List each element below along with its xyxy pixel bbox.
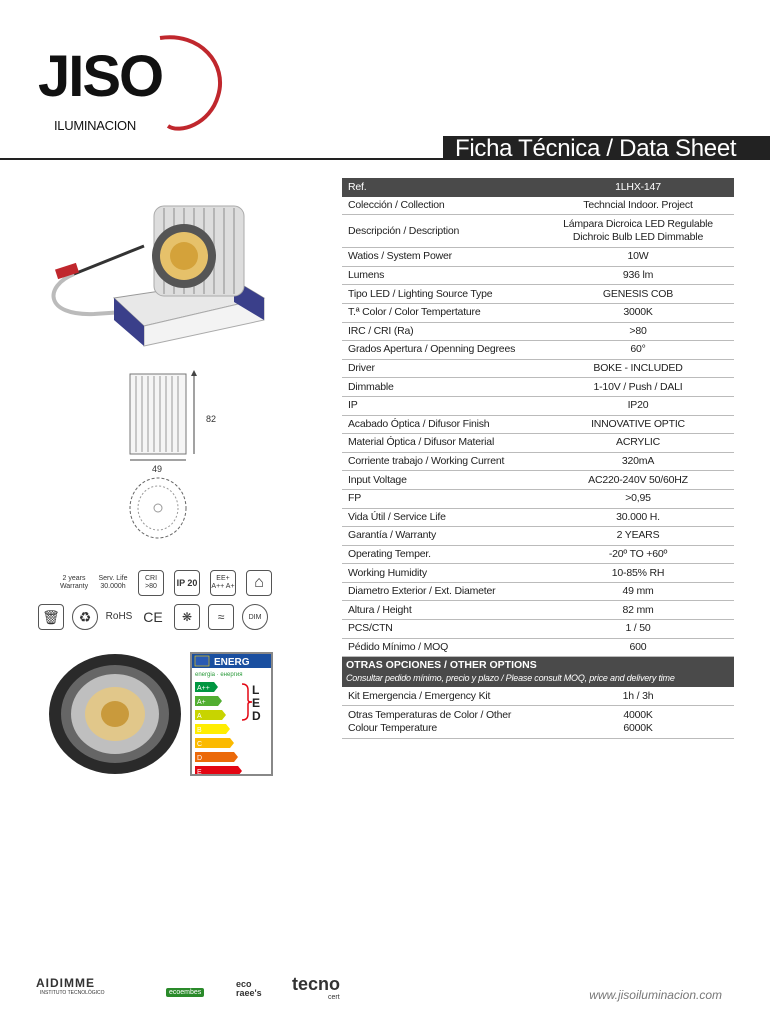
spec-ref-label: Ref. [348,180,367,193]
spec-row [342,285,734,304]
spec-row [342,323,734,342]
icon-row-1 [60,570,280,596]
spec-row [342,471,734,490]
spec-label: Input Voltage [348,473,407,486]
recycle-icon: ♻ [72,604,98,630]
no-bin-icon: 🗑 [38,604,64,630]
energy-efficiency-icon: EE+ A++ A+ [210,570,236,596]
spec-label: FP [348,492,362,505]
warranty-icon: 2 years Warranty [59,575,89,590]
spec-row [342,564,734,583]
spec-label: Dimmable [348,380,394,393]
spec-label: Driver [348,362,375,375]
option-label: Otras Temperaturas de Color / Other Colour Temperature [348,708,512,734]
height-dimension: 82 [206,414,217,424]
spec-label: Material Óptica / Difusor Material [348,436,495,449]
logo-brand-text: JISO [38,44,163,109]
spec-label: Garantía / Warranty [348,529,437,542]
spec-row [342,509,734,528]
home-icon: ⌂ [246,570,272,596]
spec-row [342,378,734,397]
other-options-title: OTRAS OPCIONES / OTHER OPTIONS [346,659,537,672]
spec-label: Diametro Exterior / Ext. Diameter [348,585,496,598]
spec-label: Working Humidity [348,566,427,579]
spec-row [342,601,734,620]
spec-value: 49 mm [622,585,654,598]
spec-row [342,341,734,360]
spec-label: IP [348,399,358,412]
spec-value: AC220-240V 50/60HZ [588,473,688,486]
service-life-icon: Serv. Life 30.000h [98,575,128,590]
spec-value: 936 lm [622,269,654,282]
spec-value: Techncial Indoor. Project [583,198,693,211]
ce-icon: CE [143,609,163,625]
product-image [34,186,304,366]
dim-icon: DIM [242,604,268,630]
spec-value: INNOVATIVE OPTIC [591,417,685,430]
spec-label: Tipo LED / Lighting Source Type [348,287,493,300]
spec-value: 60° [630,343,646,356]
spec-row [342,434,734,453]
energy-class-ap: A+ [197,699,206,706]
page-title: Ficha Técnica / Data Sheet [443,136,770,160]
spec-value: >80 [629,324,647,337]
energy-subtitle: energia · енергия [195,672,243,678]
spec-label: T.ª Color / Color Tempertature [348,306,481,319]
spec-value: >0,95 [625,492,651,505]
spec-row [342,248,734,267]
option-value: 1h / 3h [622,689,654,702]
tecno-cert-sub: cert [328,994,340,1001]
spec-value: 82 mm [622,603,654,616]
option-row [342,687,734,706]
spec-row [342,583,734,602]
spec-row [342,453,734,472]
spec-table [342,178,734,739]
spec-ref-row [342,178,734,197]
spec-label: Corriente trabajo / Working Current [348,455,505,468]
energy-class-b: B [197,727,202,734]
spec-row [342,215,734,248]
option-label: Kit Emergencia / Emergency Kit [348,689,491,702]
tecno-cert-logo: tecno [292,974,341,994]
spec-label: Vida Útil / Service Life [348,510,446,523]
spec-value: 30.000 H. [616,510,660,523]
spec-value: GENESIS COB [602,287,674,300]
other-options-subtitle: Consultar pedido mínimo, precio y plazo / Please consult MOQ, price and delivery time [346,673,675,684]
spec-label: Grados Apertura / Openning Degrees [348,343,516,356]
energy-class-a: A [197,713,202,720]
spec-value: 600 [629,640,647,653]
aidimme-subtitle: INSTITUTO TECNOLÓGICO [40,990,105,996]
ecoembes-logo: ecoembes [166,988,204,997]
spec-label: Colección / Collection [348,198,445,211]
spec-label: Acabado Óptica / Difusor Finish [348,417,490,430]
spec-value: 1 / 50 [625,622,651,635]
spec-row [342,416,734,435]
spec-row [342,546,734,565]
spec-label: Operating Temper. [348,547,431,560]
energy-class-e: E [197,769,202,774]
spec-label: Pédido Mínimo / MOQ [348,640,449,653]
diameter-dimension: 49 [152,464,163,474]
spec-value: Lámpara Dicroica LED Regulable Dichroic Bulb LED Dimmable [563,218,713,244]
icon-row-2 [38,604,280,630]
spec-value: IP20 [627,399,649,412]
spec-row [342,490,734,509]
spec-row [342,397,734,416]
energy-class-d: D [197,755,203,762]
lens-image [46,652,184,776]
spec-row [342,620,734,639]
spec-value: 10W [627,250,649,263]
spec-label: PCS/CTN [348,622,393,635]
spec-value: 1-10V / Push / DALI [593,380,683,393]
spec-value: 10-85% RH [611,566,665,579]
aidimme-logo: AIDIMME [36,976,95,990]
certification-icons [42,570,280,638]
website-url[interactable]: www.jisoiluminacion.com [589,988,722,1002]
spec-ref-value: 1LHX-147 [615,180,661,193]
spec-row [342,527,734,546]
spec-row [342,639,734,658]
cri-icon: CRI >80 [138,570,164,596]
energy-label [190,652,273,776]
spec-label: IRC / CRI (Ra) [348,324,414,337]
spec-label: Altura / Height [348,603,412,616]
rohs-icon: RoHS [105,611,133,622]
logo-subtitle: ILUMINACION [54,118,136,133]
ip20-icon: IP 20 [174,570,200,596]
spec-row [342,267,734,286]
spec-row [342,197,734,216]
spec-label: Descripción / Description [348,224,460,237]
spec-value: ACRYLIC [616,436,660,449]
spec-value: 2 YEARS [616,529,660,542]
energy-class-c: C [197,741,203,748]
brand-logo [36,34,196,134]
spec-row [342,304,734,323]
option-value: 4000K 6000K [623,708,653,734]
spec-label: Watios / System Power [348,250,452,263]
spec-row [342,360,734,379]
spec-value: BOKE - INCLUDED [593,362,683,375]
wave-icon: ≈ [208,604,234,630]
spec-value: 3000K [623,306,653,319]
option-row [342,706,734,739]
energy-title: ENERG [214,657,250,668]
spec-label: Lumens [348,269,385,282]
spec-value: 320mA [621,455,655,468]
energy-class-app: A++ [197,685,210,692]
spec-value: -20º TO +60º [608,547,668,560]
energy-led-text: LED [252,683,261,723]
other-options-header [342,657,734,687]
beam-icon: ❋ [174,604,200,630]
eco-raees-logo: eco raee's [236,979,262,998]
dimension-drawing [120,368,230,558]
